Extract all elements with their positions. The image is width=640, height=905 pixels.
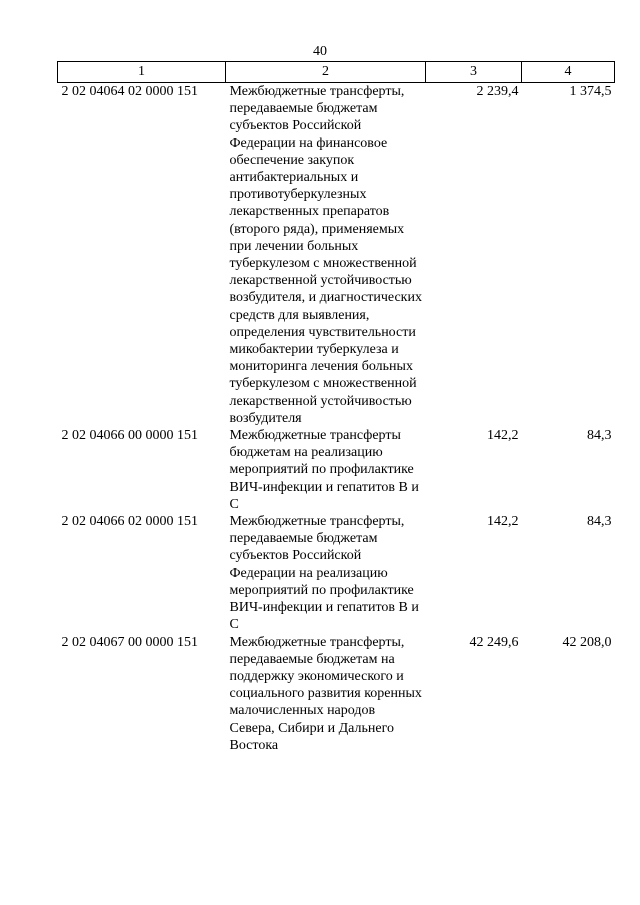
budget-code: 2 02 04064 02 0000 151 — [61, 84, 198, 99]
table-row — [58, 427, 615, 513]
budget-item-name: Межбюджетные трансферты, передаваемые бюджетам на поддержку экономического и социального развития коренных малочисленных народов Севера, Сибири и Дальнего Востока — [229, 634, 422, 753]
budget-table — [57, 61, 615, 754]
table-header — [58, 62, 615, 83]
table-row — [58, 634, 615, 754]
table-body — [58, 83, 615, 754]
value-col-4: 84,3 — [587, 514, 612, 530]
header-col-4: 4 — [522, 62, 615, 83]
value-col-4: 84,3 — [587, 428, 612, 444]
budget-item-name: Межбюджетные трансферты бюджетам на реализацию мероприятий по профилактике ВИЧ-инфекции и гепатитов В и С — [229, 428, 419, 512]
header-col-1: 1 — [58, 62, 226, 83]
budget-code: 2 02 04066 02 0000 151 — [61, 514, 198, 530]
header-col-3: 3 — [426, 62, 522, 83]
value-col-3: 142,2 — [487, 428, 519, 444]
budget-code: 2 02 04066 00 0000 151 — [61, 428, 198, 444]
value-col-4: 42 208,0 — [562, 634, 612, 650]
table-row — [58, 513, 615, 633]
value-col-4: 1 374,5 — [569, 84, 612, 99]
budget-item-name: Межбюджетные трансферты, передаваемые бюджетам субъектов Российской Федерации на финансовое обеспечение закупок антибактериальных и противотуберкулезных лекарственных препаратов (второго ряда), применяемых при лечении больных туберкулезом с множественной лекарственной устойчивостью возбудителя, и диагностических средств для выявления, определения чувствительности микобактерии туберкулеза и мониторинга лечения больных туберкулезом с множественной лекарственной устойчивостью возбудителя — [229, 84, 422, 426]
budget-item-name: Межбюджетные трансферты, передаваемые бюджетам субъектов Российской Федерации на реализацию мероприятий по профилактике ВИЧ-инфекции и гепатитов В и С — [229, 514, 419, 633]
value-col-3: 2 239,4 — [476, 84, 519, 99]
budget-code: 2 02 04067 00 0000 151 — [61, 634, 198, 650]
header-row — [58, 62, 615, 83]
header-col-2: 2 — [226, 62, 426, 83]
page-number: 40 — [313, 44, 327, 59]
value-col-3: 142,2 — [487, 514, 519, 530]
table-row — [58, 83, 615, 428]
value-col-3: 42 249,6 — [469, 634, 519, 650]
